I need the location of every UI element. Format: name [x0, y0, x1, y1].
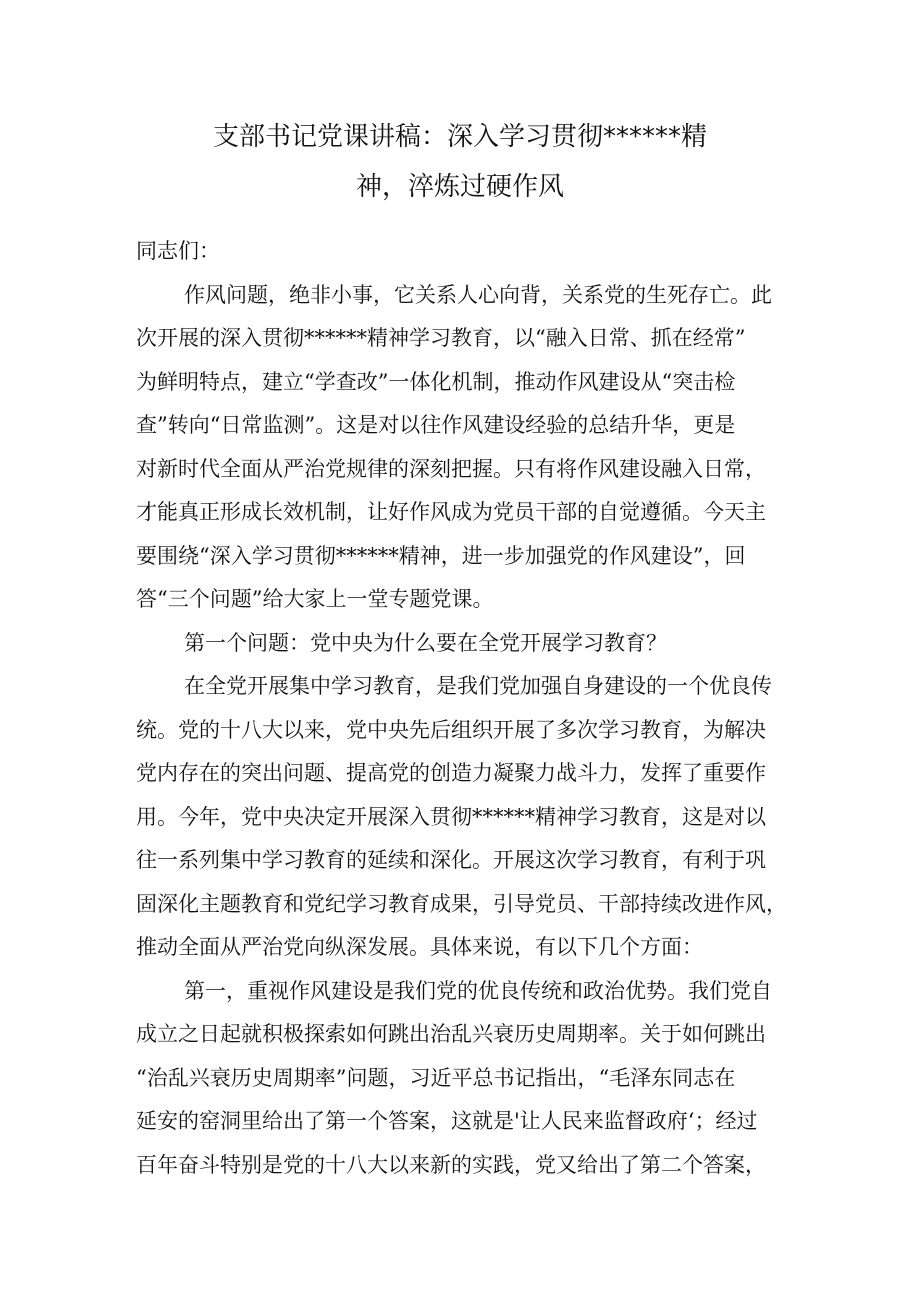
- text-line: 才能真正形成长效机制，让好作风成为党员干部的自觉遵循。今天主: [136, 500, 766, 524]
- title-line-2: 神，淬炼过硬作风: [355, 172, 564, 202]
- salutation: 同志们：: [136, 239, 220, 263]
- text-line: 固深化主题教育和党纪学习教育成果，引导党员、干部持续改进作风，: [136, 891, 787, 916]
- text-line: 延安的窑洞里给出了第一个答案，这就是'让人民来监督政府‘；经过: [136, 1109, 758, 1133]
- text-line: 查”转向“日常监测”。这是对以往作风建设经验的总结升华，更是: [136, 413, 736, 437]
- text-line: 在全党开展集中学习教育，是我们党加强自身建设的一个优良传: [184, 674, 772, 698]
- text-line: 用。今年，党中央决定开展深入贯彻******精神学习教育，这是对以: [136, 804, 766, 829]
- document-body: [136, 230, 796, 1187]
- text-line: 为鲜明特点，建立“学查改”一体化机制，推动作风建设从“突击检: [136, 369, 736, 394]
- text-line: 答“三个问题”给大家上一堂专题党课。: [136, 587, 494, 611]
- text-line: 作风问题，绝非小事，它关系人心向背，关系党的生死存亡。此: [184, 282, 772, 307]
- section-heading: 第一个问题：党中央为什么要在全党开展学习教育？: [184, 630, 667, 655]
- text-line: 推动全面从严治党向纵深发展。具体来说，有以下几个方面：: [136, 935, 703, 959]
- text-line: 百年奋斗特别是党的十八大以来新的实践，党又给出了第二个答案，: [136, 1152, 766, 1177]
- text-line: “治乱兴衰历史周期率”问题，习近平总书记指出，“毛泽东同志在: [136, 1065, 736, 1090]
- text-line: 要围绕“深入学习贯彻******精神，进一步加强党的作风建设”，回: [136, 543, 746, 568]
- text-line: 往一系列集中学习教育的延续和深化。开展这次学习教育，有利于巩: [136, 848, 766, 872]
- text-line: 党内存在的突出问题、提高党的创造力凝聚力战斗力，发挥了重要作: [136, 761, 766, 785]
- document-title: [130, 112, 790, 212]
- text-line: 第一，重视作风建设是我们党的优良传统和政治优势。我们党自: [184, 978, 772, 1003]
- text-line: 对新时代全面从严治党规律的深刻把握。只有将作风建设融入日常，: [136, 456, 766, 481]
- title-line-1: 支部书记党课讲稿：深入学习贯彻******精: [212, 122, 707, 152]
- text-line: 统。党的十八大以来，党中央先后组织开展了多次学习教育，为解决: [136, 717, 766, 742]
- text-line: 成立之日起就积极探索如何跳出治乱兴衰历史周期率。关于如何跳出: [136, 1022, 766, 1046]
- text-line: 次开展的深入贯彻******精神学习教育，以“融入日常、抓在经常”: [136, 326, 746, 350]
